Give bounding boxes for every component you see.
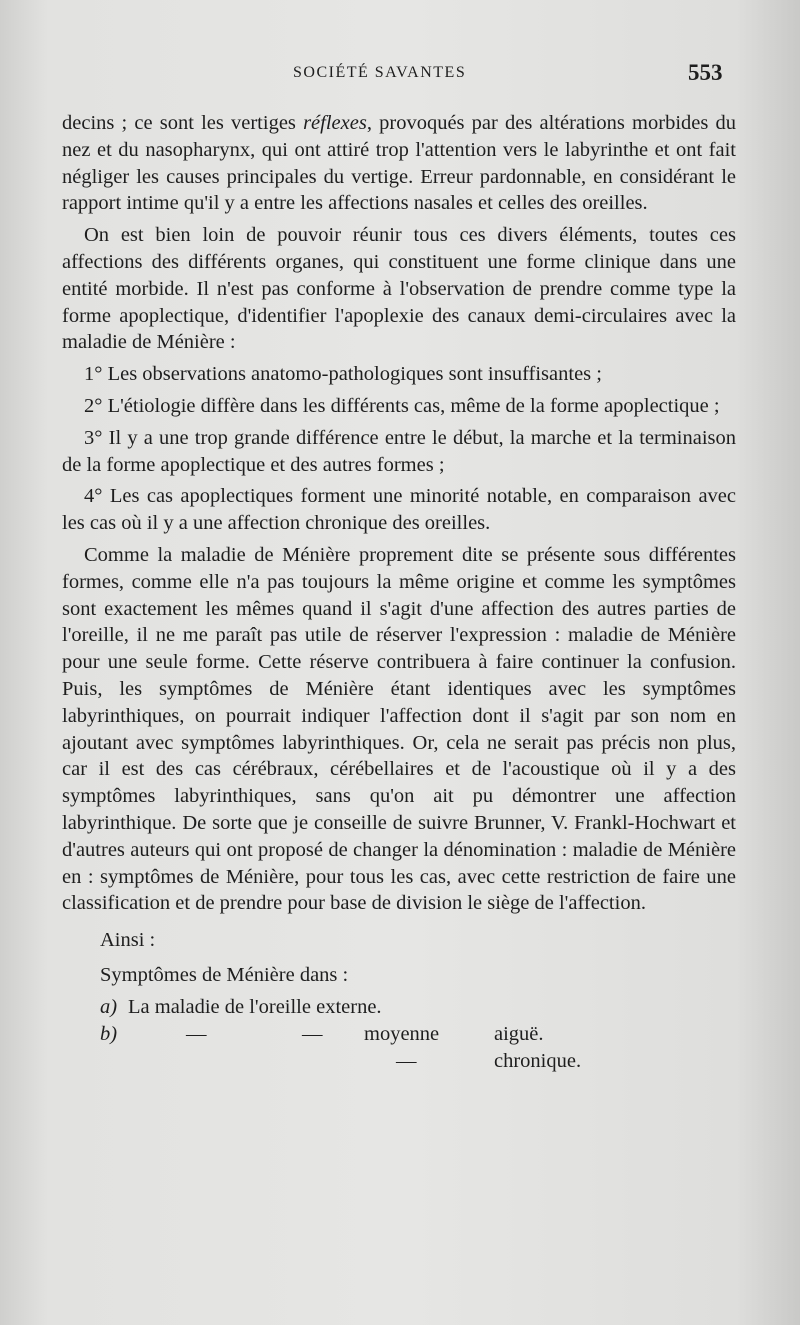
list-item-4: 4° Les cas apoplectiques forment une minorité notable, en comparaison avec les cas où il y a une affection chronique des oreilles. [62,485,736,535]
classification-row-b [62,1021,736,1048]
paragraph: On est bien loin de pouvoir réunir tous ces divers éléments, toutes ces affections des différents organes, qui constituent une forme clinique dans une entité morbide. Il n'est pas conforme à l'observation de prendre comme type la forme apoplectique, d'identifier l'apoplexie des canaux demi-circulaires avec la maladie de Ménière : [62,224,736,354]
running-head [0,60,800,90]
list-item-1: 1° Les observations anatomo-pathologiques sont insuffisantes ; [84,363,602,386]
classification-row-c [62,1048,736,1075]
classification-text: moyenne [364,1022,440,1045]
list-item-3: 3° Il y a une trop grande différence entre le début, la marche et la terminaison de la forme apoplectique et des autres formes ; [62,426,736,476]
paragraph: Comme la maladie de Ménière proprement dite se présente sous différentes formes, comme elle n'a pas toujours la même origine et comme les symptômes sont exactement les mêmes quand il s'agit d'une affection des autres parties de l'oreille, il ne me paraît pas utile de réserver l'expression : maladie de Ménière pour une seule forme. Cette réserve contribuera à faire continuer la confusion. Puis, les symptômes de Ménière étant identiques avec les symptômes labyrinthiques, on pourrait indiquer l'affection dont il s'agit par son nom en ajoutant avec symptômes labyrinthiques. Or, cela ne serait pas précis non plus, car il est des cas cérébraux, cérébellaires et de l'acoustique où il y a des symptômes labyrinthiques, sans qu'on ait pu démontrer une affection labyrinthique. De sorte que je conseille de suivre Brunner, V. Frankl-Hochwart et d'autres auteurs qui ont proposé de changer la dénomination : maladie de Ménière en : symptômes de Ménière, pour tous les cas, avec cette restriction de faire une classification et de prendre pour base de division le siège de l'affection. [62,543,736,915]
page-number: 553 [688,60,723,85]
classification-text: aiguë. [494,1022,544,1045]
paragraph-continuation [62,110,736,217]
running-title: SOCIÉTÉ SAVANTES [293,64,467,81]
paragraph-text: , provoqués par des altérations morbides du nez et du nasopharynx, qui ont attiré trop l'attention vers le labyrinthe et ont fait négliger les causes principales du vertige. Erreur pardonnable, en considérant le rapport intime qu'il y a entre les affections nasales et celles des oreilles. [62,112,736,215]
classification-text: chronique. [494,1049,582,1072]
italic-term: réflexes [303,112,367,134]
classification-row-a [62,994,736,1021]
symptomes-heading: Symptômes de Ménière dans : [100,963,349,986]
ditto-dash: — [186,1022,207,1045]
list-item-2: 2° L'étiologie diffère dans les différents cas, même de la forme apoplectique ; [84,394,720,417]
ditto-dash: — [302,1022,323,1045]
ditto-dash: — [396,1049,417,1072]
paragraph-text: decins ; ce sont les vertiges [62,112,304,134]
classification-text: La maladie de l'oreille externe. [128,995,382,1018]
item-marker: a) [100,995,118,1018]
ainsi-line: Ainsi : [100,929,156,952]
item-marker: b) [100,1022,118,1045]
body-text [62,110,736,1075]
